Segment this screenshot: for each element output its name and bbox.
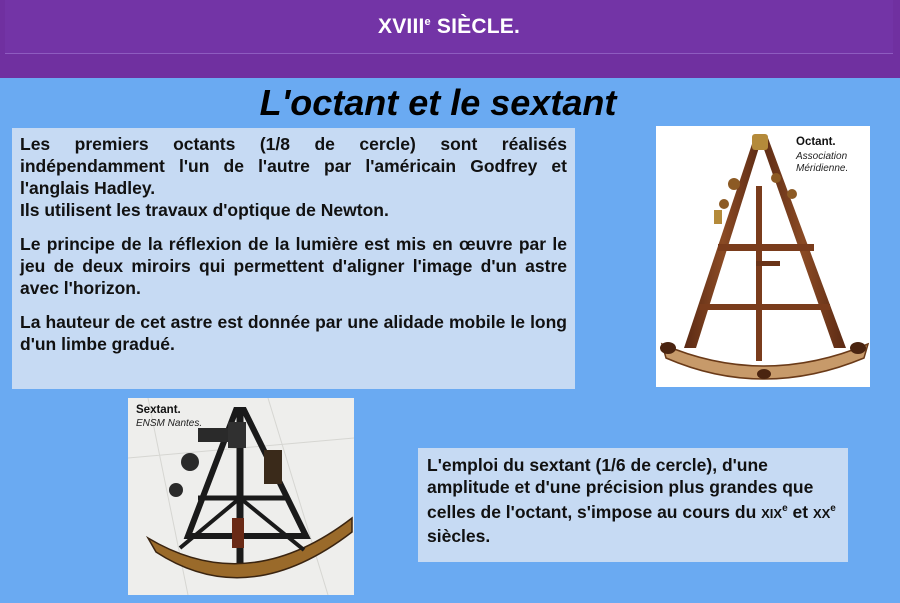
paragraph-principle: Le principe de la réflexion de la lumière est mis en œuvre par le jeu de deux miroirs qui permettent d'aligner l'image d'un astre avec l'horizon. xyxy=(20,234,567,298)
sextant-text-main: L'emploi du sextant (1/6 de cercle), d'une amplitude et d'une précision plus grandes que celles de l'octant, s'impose au cours du xyxy=(427,455,814,522)
century-20: XX xyxy=(812,505,831,521)
header-band xyxy=(0,0,900,78)
header-title-suffix: SIÈCLE. xyxy=(430,14,520,38)
paragraph-history-line2: Ils utilisent les travaux d'optique de Newton. xyxy=(20,200,389,220)
header-title-sup: e xyxy=(424,15,431,28)
octant-photo xyxy=(656,126,870,387)
header-title xyxy=(378,15,520,39)
paragraph-history-line1: Les premiers octants (1/8 de cercle) sont réalisés indépendamment l'un de l'autre par l'américain Godfrey et l'anglais Hadley. xyxy=(20,134,567,198)
sextant-text-connector: et xyxy=(787,501,813,522)
octant-caption-line1: Association xyxy=(796,151,848,162)
paragraph-altitude: La hauteur de cet astre est donnée par une alidade mobile le long d'un limbe gradué. xyxy=(20,312,567,354)
sextant-photo xyxy=(128,398,354,595)
sextant-caption-line1: ENSM Nantes. xyxy=(136,418,203,429)
sextant-text-ending: siècles. xyxy=(427,525,491,546)
sextant-text-box xyxy=(418,448,848,562)
century-19: XIX xyxy=(761,505,783,521)
sextant-caption-title: Sextant. xyxy=(136,404,181,416)
century-19-sup: e xyxy=(782,503,788,514)
century-20-sup: e xyxy=(830,503,836,514)
intro-text-box xyxy=(12,128,575,389)
header-panel xyxy=(5,0,893,54)
octant-caption-title: Octant. xyxy=(796,136,836,148)
paragraph-history xyxy=(20,133,567,221)
page-title: L'octant et le sextant xyxy=(259,82,617,123)
octant-caption-line2: Méridienne. xyxy=(796,163,849,174)
header-title-prefix: XVIII xyxy=(378,14,425,38)
